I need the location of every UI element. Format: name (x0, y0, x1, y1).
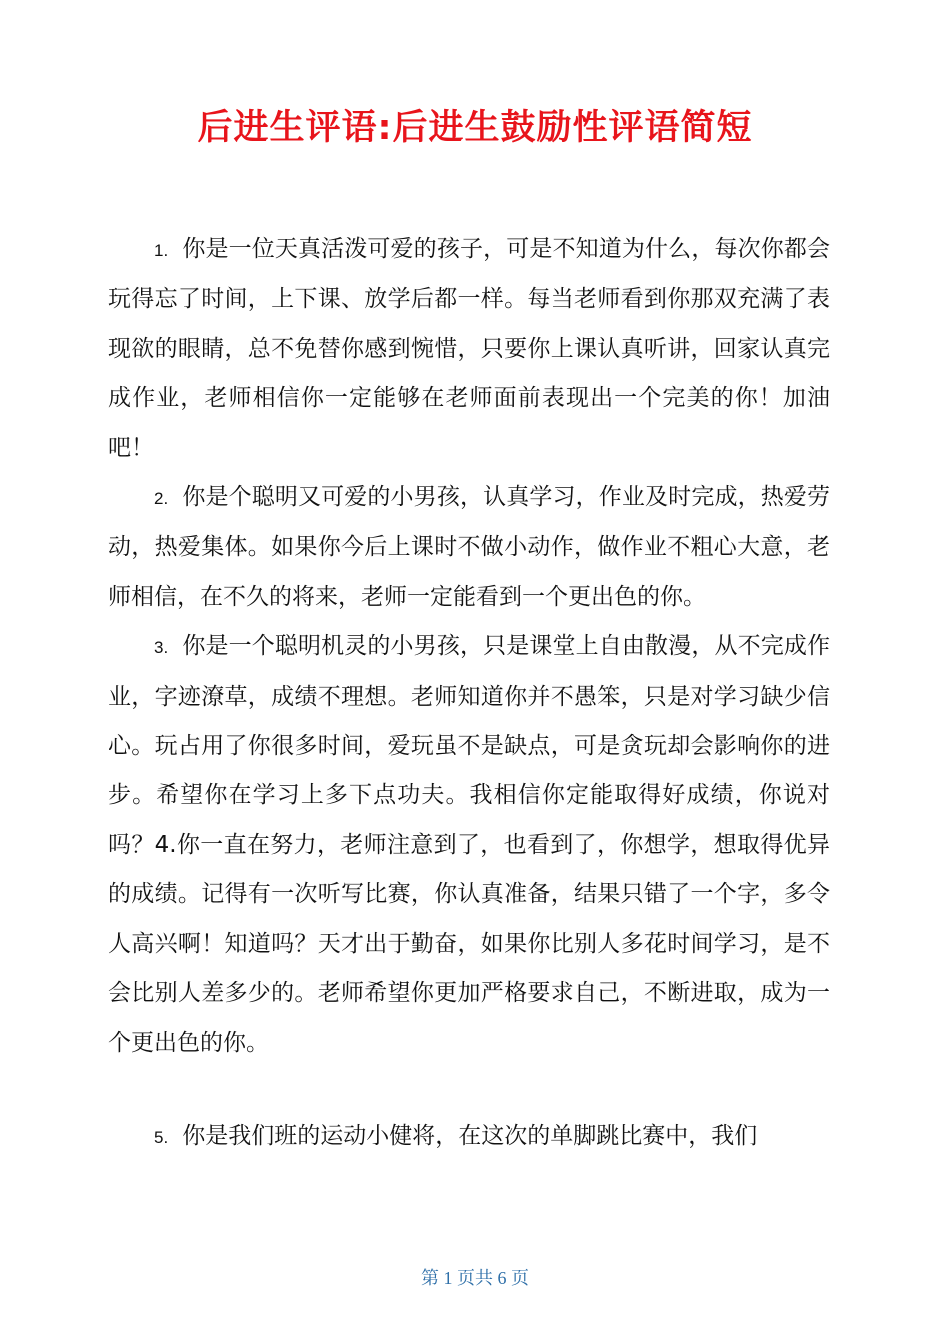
paragraph-2 (108, 473, 830, 622)
paragraph-text: 你是个聪明又可爱的小男孩，认真学习，作业及时完成，热爱劳动，热爱集体。如果你今后上课时不做小动作，做作业不粗心大意，老师相信，在不久的将来，老师一定能看到一个更出色的你。 (108, 484, 830, 610)
paragraph-number: 5. (154, 1127, 169, 1147)
paragraph-number: 1. (154, 241, 169, 260)
document-title: 后进生评语:后进生鼓励性评语简短 (197, 108, 753, 148)
paragraph-5 (108, 1112, 830, 1162)
paragraph-spacer (108, 1068, 830, 1112)
paragraph-3 (108, 622, 830, 1068)
paragraph-text: 你是一位天真活泼可爱的孩子，可是不知道为什么，每次你都会玩得忘了时间，上下课、放学后都一样。每当老师看到你那双充满了表现欲的眼睛，总不免替你感到惋惜，只要你上课认真听讲，回家认真完成作业，老师相信你一定能够在老师面前表现出一个完美的你！加油吧！ (108, 236, 830, 461)
paragraph-number: 3. (154, 638, 169, 658)
document-body (108, 225, 830, 1162)
paragraph-text: 你是一个聪明机灵的小男孩，只是课堂上自由散漫，从不完成作业，字迹潦草，成绩不理想。老师知道你并不愚笨，只是对学习缺少信心。玩占用了你很多时间，爱玩虽不是缺点，可是贪玩却会影响你的进步。希望你在学习上多下点功夫。我相信你定能取得好成绩，你说对吗？4.你一直在努力，老师注意到了，也看到了，你想学，想取得优异的成绩。记得有一次听写比赛，你认真准备，结果只错了一个字，多令人高兴啊！知道吗？天才出于勤奋，如果你比别人多花时间学习，是不会比别人差多少的。老师希望你更加严格要求自己，不断进取，成为一个更出色的你。 (108, 633, 830, 1056)
paragraph-text: 你是我们班的运动小健将，在这次的单脚跳比赛中，我们 (182, 1122, 758, 1149)
page-footer: 第 1 页共 6 页 (421, 1268, 529, 1288)
paragraph-number: 2. (154, 489, 169, 509)
paragraph-1 (108, 225, 830, 473)
